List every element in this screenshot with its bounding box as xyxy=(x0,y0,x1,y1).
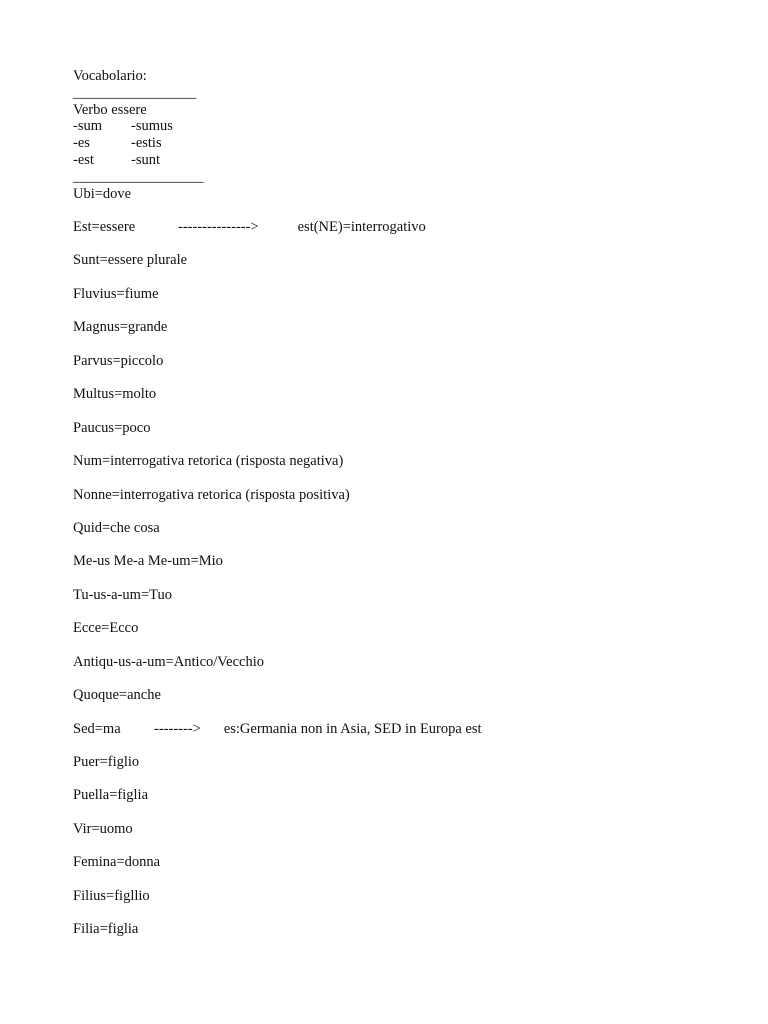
entry-text: Me-us Me-a Me-um=Mio xyxy=(73,553,223,570)
vocabulary-entry xyxy=(73,587,713,620)
vocabulary-entry xyxy=(73,286,713,319)
vocabulary-entry xyxy=(73,721,713,754)
entry-arrow: --------> xyxy=(154,720,201,737)
vocabulary-entry xyxy=(73,687,713,720)
separator-rule-1: _________________ xyxy=(73,84,197,101)
vocabulary-entry xyxy=(73,420,713,453)
vocabulary-entry xyxy=(73,353,713,386)
document-page xyxy=(73,68,713,955)
entry-text: Ecce=Ecco xyxy=(73,620,139,637)
entry-note: es:Germania non in Asia, SED in Europa est xyxy=(223,720,482,737)
entry-arrow: ---------------> xyxy=(178,219,259,236)
vocabulary-entry xyxy=(73,888,713,921)
entry-text: Magnus=grande xyxy=(73,319,168,336)
entry-text: Paucus=poco xyxy=(73,419,151,436)
entry-text: Ubi=dove xyxy=(73,185,132,202)
entry-text: Parvus=piccolo xyxy=(73,352,164,369)
vocabulary-entry xyxy=(73,553,713,586)
entry-text: Puer=figlio xyxy=(73,754,140,771)
vocabulary-entry xyxy=(73,921,713,954)
vocabulary-entry xyxy=(73,754,713,787)
conjugation-row xyxy=(73,118,713,135)
vocabulary-entry xyxy=(73,219,713,252)
conjugation-plural: -sunt xyxy=(131,151,160,168)
entry-text: Fluvius=fiume xyxy=(73,285,159,302)
entry-text: Filius=figllio xyxy=(73,887,150,904)
entry-text: Filia=figlia xyxy=(73,921,139,938)
vocabulary-entry xyxy=(73,186,713,219)
vocabulary-entry xyxy=(73,487,713,520)
vocabulary-entry xyxy=(73,787,713,820)
conjugation-table xyxy=(73,118,713,168)
conjugation-singular: -est xyxy=(73,151,94,168)
conjugation-row xyxy=(73,135,713,152)
vocabulary-heading: Vocabolario: xyxy=(73,68,147,84)
entry-text: Vir=uomo xyxy=(73,820,133,837)
vocabulary-entry xyxy=(73,854,713,887)
conjugation-plural: -sumus xyxy=(131,118,173,135)
vocabulary-entry xyxy=(73,453,713,486)
entry-text: Nonne=interrogativa retorica (risposta positiva) xyxy=(73,486,350,503)
entry-text: Multus=molto xyxy=(73,386,157,403)
entry-text: Tu-us-a-um=Tuo xyxy=(73,586,172,603)
separator-rule-2: __________________ xyxy=(73,168,204,185)
verb-title: Verbo essere xyxy=(73,101,147,118)
vocabulary-entry xyxy=(73,620,713,653)
entry-text: Sed=ma xyxy=(73,720,121,737)
entry-text: Quid=che cosa xyxy=(73,519,160,536)
conjugation-plural: -estis xyxy=(131,135,162,152)
vocabulary-entry xyxy=(73,252,713,285)
vocabulary-list xyxy=(73,186,713,955)
entry-text: Sunt=essere plurale xyxy=(73,252,188,269)
conjugation-singular: -es xyxy=(73,135,90,152)
conjugation-singular: -sum xyxy=(73,118,102,135)
entry-text: Est=essere xyxy=(73,219,136,236)
entry-text: Antiqu-us-a-um=Antico/Vecchio xyxy=(73,653,264,670)
conjugation-row xyxy=(73,152,713,169)
entry-text: Femina=donna xyxy=(73,854,161,871)
entry-text: Num=interrogativa retorica (risposta negativa) xyxy=(73,453,344,470)
vocabulary-entry xyxy=(73,319,713,352)
vocabulary-entry xyxy=(73,386,713,419)
entry-text: Puella=figlia xyxy=(73,787,149,804)
vocabulary-entry xyxy=(73,520,713,553)
vocabulary-entry xyxy=(73,654,713,687)
entry-note: est(NE)=interrogativo xyxy=(297,219,426,236)
vocabulary-entry xyxy=(73,821,713,854)
entry-text: Quoque=anche xyxy=(73,687,161,704)
